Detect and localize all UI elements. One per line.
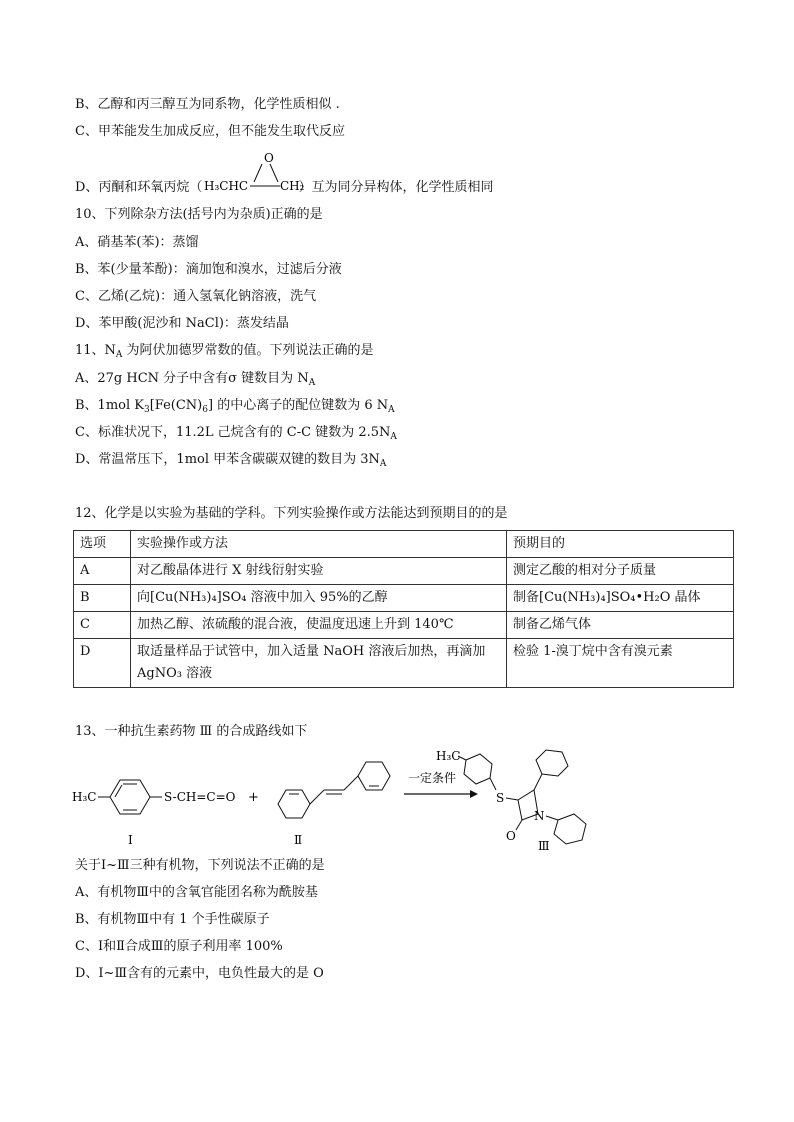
q11-option-b — [75, 398, 395, 418]
q11-option-b-pre: B、1mol K — [75, 398, 144, 413]
q11-option-b-mid: [Fe(CN) — [149, 398, 203, 413]
q11-option-b-sub3: A — [388, 405, 395, 415]
epoxide-structure — [204, 148, 304, 196]
q11-stem-sub: A — [115, 350, 123, 360]
q13-option-b: B、有机物Ⅲ中有 1 个手性碳原子 — [75, 912, 270, 927]
compound-i-ring — [110, 780, 150, 814]
q11-option-a-sub: A — [308, 378, 316, 388]
epoxide-oxygen: O — [264, 151, 274, 165]
compound-iii-co-bond — [516, 820, 522, 830]
q11-option-c-sub: A — [390, 432, 397, 442]
compound-ii-label: Ⅱ — [294, 833, 303, 847]
compound-iii-sulfur: S — [496, 791, 505, 805]
row-operation-line1: 取适量样品于试管中，加入适量 NaOH 溶液后加热，再滴加 — [137, 644, 486, 659]
compound-iii-nitrogen: N — [534, 809, 545, 823]
epoxide-left-group: H₃CHC — [204, 179, 249, 193]
epoxide-right-group: CH₂ — [280, 179, 304, 193]
q11-stem — [75, 343, 374, 363]
table-row — [74, 639, 734, 688]
compound-iii-phenyl1-bond — [534, 774, 542, 790]
q13-option-d: D、Ⅰ~Ⅲ含有的元素中，电负性最大的是 O — [75, 966, 324, 981]
epoxide-bond-left — [254, 164, 262, 182]
reaction-arrowhead — [470, 790, 478, 798]
q10-option-c: C、乙烯(乙烷)：通入氢氧化钠溶液，洗气 — [75, 289, 317, 304]
compound-i-methyl: H₃C — [72, 790, 97, 804]
q11-option-b-sub1: 3 — [143, 405, 150, 415]
compound-iii-tolyl-ring — [464, 754, 492, 784]
row-operation: 加热乙醇、浓硫酸的混合液，使温度迅速上升到 140℃ — [131, 612, 507, 639]
q11-stem-pre: 11、N — [75, 343, 116, 358]
compound-iii-s-c-bond — [506, 798, 518, 800]
row-operation: 对乙酸晶体进行 X 射线衍射实验 — [131, 558, 507, 585]
q11-option-c — [75, 425, 397, 445]
compound-iii-oxygen: O — [506, 829, 516, 843]
row-operation — [131, 639, 507, 688]
q11-option-a — [75, 371, 315, 391]
row-option: A — [74, 558, 131, 585]
q12-table — [73, 530, 734, 688]
row-goal: 检验 1-溴丁烷中含有溴元素 — [507, 639, 734, 688]
q9-option-d-prefix: D、丙酮和环氧丙烷（ — [75, 180, 203, 195]
epoxide-bond-right — [270, 164, 278, 182]
q11-stem-post: 为阿伏加德罗常数的值。下列说法正确的是 — [122, 343, 374, 358]
row-option: D — [74, 639, 131, 688]
table-row — [74, 585, 734, 612]
q13-option-a: A、有机物Ⅲ中的含氧官能团名称为酰胺基 — [75, 885, 318, 900]
compound-iii-phenyl2 — [554, 814, 586, 844]
q9-option-b: B、乙醇和丙三醇互为同系物，化学性质相似 . — [75, 97, 340, 112]
header-option: 选项 — [74, 531, 131, 558]
compound-iii-methyl: H₃C — [436, 749, 461, 763]
row-option: B — [74, 585, 131, 612]
synthesis-scheme — [68, 744, 628, 852]
row-operation: 向[Cu(NH₃)₄]SO₄ 溶液中加入 95%的乙醇 — [131, 585, 507, 612]
q9-option-d-suffix: ）互为同分异构体，化学性质相同 — [298, 180, 494, 195]
q11-option-c-text: C、标准状况下，11.2L 己烷含有的 C-C 键数为 2.5N — [75, 425, 391, 440]
q11-option-a-text: A、27g HCN 分子中含有σ 键数目为 N — [75, 371, 309, 386]
row-option: C — [74, 612, 131, 639]
compound-ii-chain3 — [344, 776, 358, 790]
q11-option-d — [75, 452, 386, 472]
row-goal: 制备[Cu(NH₃)₄]SO₄•H₂O 晶体 — [507, 585, 734, 612]
q10-option-d: D、苯甲酸(泥沙和 NaCl)：蒸发结晶 — [75, 316, 289, 331]
plus-sign: + — [248, 790, 259, 805]
q13-option-c: C、Ⅰ和Ⅱ合成Ⅲ的原子利用率 100% — [75, 939, 283, 954]
row-goal: 测定乙酸的相对分子质量 — [507, 558, 734, 585]
q10-option-b: B、苯(少量苯酚)：滴加饱和溴水，过滤后分液 — [75, 262, 342, 277]
compound-i-chain: S-CH=C=O — [164, 790, 236, 804]
reaction-condition: 一定条件 — [408, 771, 457, 785]
row-goal: 制备乙烯气体 — [507, 612, 734, 639]
q11-option-d-text: D、常温常压下，1mol 甲苯含碳碳双键的数目为 3N — [75, 452, 380, 467]
compound-iii-phenyl1 — [536, 750, 568, 776]
table-row — [74, 558, 734, 585]
q12-stem: 12、化学是以实验为基础的学科。下列实验操作或方法能达到预期目的的是 — [75, 506, 508, 521]
row-operation-line2: AgNO₃ 溶液 — [137, 666, 213, 681]
q11-option-b-post: ] 的中心离子的配位键数为 6 N — [208, 398, 389, 413]
compound-iii-ring-s-bond — [490, 778, 496, 790]
q10-stem: 10、下列除杂方法(括号内为杂质)正确的是 — [75, 207, 323, 222]
compound-ii-chain1 — [310, 790, 324, 804]
q13-stem: 13、一种抗生素药物 Ⅲ 的合成路线如下 — [75, 724, 308, 739]
q11-option-b-sub2: 6 — [202, 405, 208, 415]
q11-option-d-sub: A — [379, 459, 387, 469]
header-goal: 预期目的 — [507, 531, 734, 558]
q13-question: 关于Ⅰ~Ⅲ三种有机物，下列说法不正确的是 — [75, 858, 325, 873]
compound-iii-label: Ⅲ — [538, 839, 550, 852]
compound-iii-phenyl2-bond — [546, 816, 558, 820]
compound-i-label: Ⅰ — [128, 833, 133, 847]
q9-option-c: C、甲苯能发生加成反应，但不能发生取代反应 — [75, 124, 345, 139]
q10-option-a: A、硝基苯(苯)：蒸馏 — [75, 235, 199, 250]
table-row — [74, 612, 734, 639]
header-operation: 实验操作或方法 — [131, 531, 507, 558]
table-header-row — [74, 531, 734, 558]
